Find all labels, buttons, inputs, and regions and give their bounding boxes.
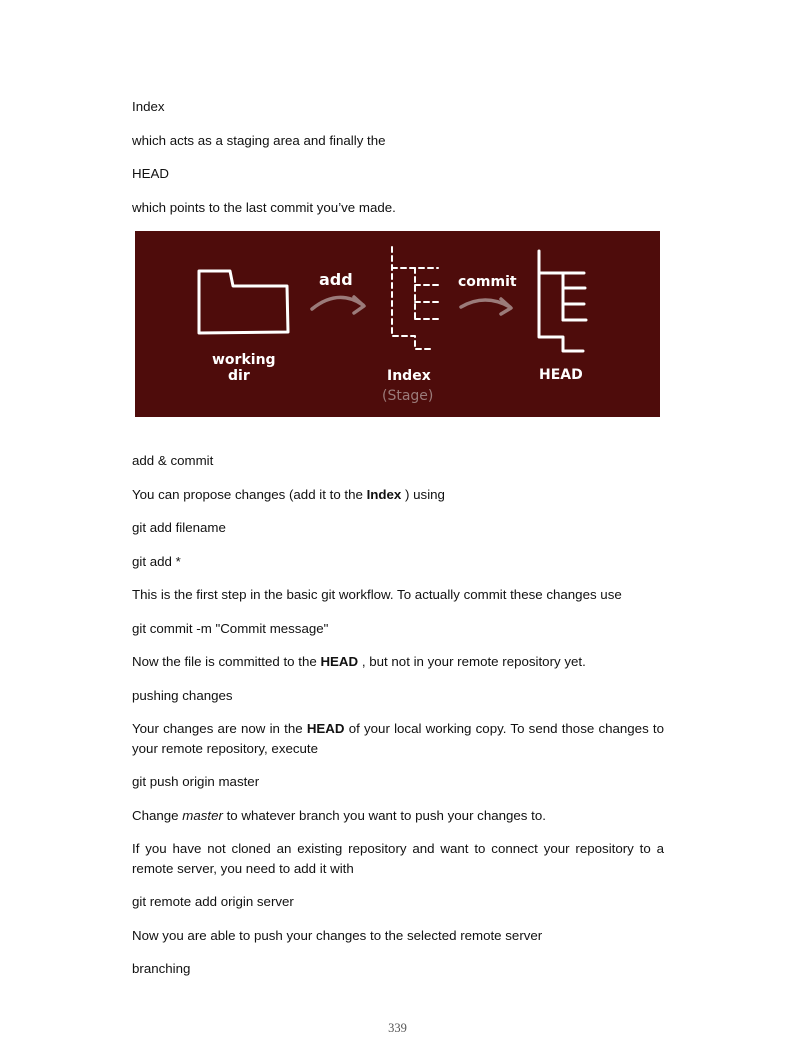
text-index: Index [132, 99, 165, 114]
text-first-step: This is the first step in the basic git workflow. To actually commit these changes use [132, 587, 622, 602]
text-head: HEAD [132, 166, 169, 181]
text-changes-now [132, 719, 664, 758]
change-post: to whatever branch you want to push your changes to. [222, 807, 546, 823]
label-add: add [319, 270, 353, 289]
label-commit: commit [458, 274, 517, 290]
cmd-git-add-all: git add * [132, 553, 181, 569]
propose-pre: You can propose changes (add it to the [132, 486, 367, 502]
text-change-master [132, 806, 664, 826]
now-pre: Your changes are now in the [132, 721, 307, 736]
head-tree-icon [539, 251, 586, 351]
index-tree-icon [392, 247, 440, 349]
change-pre: Change [132, 807, 183, 823]
now-post: of your local working copy. To send those changes to your remote repository, execute [132, 721, 665, 756]
label-head: HEAD [539, 367, 583, 383]
change-master: master [182, 807, 223, 823]
cmd-git-push: git push origin master [132, 774, 260, 789]
label-working: working [212, 352, 276, 368]
text-staging: which acts as a staging area and finally the [132, 132, 386, 148]
git-trees-svg [135, 231, 660, 417]
cmd-git-add-filename: git add filename [132, 520, 226, 535]
propose-index: Index [366, 486, 402, 502]
text-able-to-push: Now you are able to push your changes to the selected remote server [132, 927, 543, 943]
cmd-git-remote-add: git remote add origin server [132, 894, 294, 909]
propose-post: ) using [401, 486, 445, 502]
page-number: 339 [388, 1021, 407, 1035]
text-not-cloned: If you have not cloned an existing repository and want to connect your repository to a remote server, you need to add it with [132, 841, 664, 876]
text-points: which points to the last commit you’ve made. [132, 199, 396, 215]
committed-post: , but not in your remote repository yet. [358, 654, 586, 669]
now-head: HEAD [306, 721, 345, 736]
committed-pre: Now the file is committed to the [132, 654, 321, 669]
heading-branching: branching [132, 961, 191, 976]
heading-pushing-changes: pushing changes [132, 687, 233, 703]
label-stage: (Stage) [382, 388, 434, 404]
label-index: Index [387, 368, 431, 384]
git-trees-diagram [135, 231, 660, 417]
text-committed [132, 652, 664, 672]
folder-icon [199, 271, 288, 333]
heading-add-commit: add & commit [132, 453, 214, 468]
page-content [132, 97, 664, 993]
cmd-git-commit: git commit -m "Commit message" [132, 620, 329, 636]
committed-head: HEAD [320, 654, 359, 669]
text-propose [132, 485, 664, 505]
label-dir: dir [228, 368, 250, 384]
